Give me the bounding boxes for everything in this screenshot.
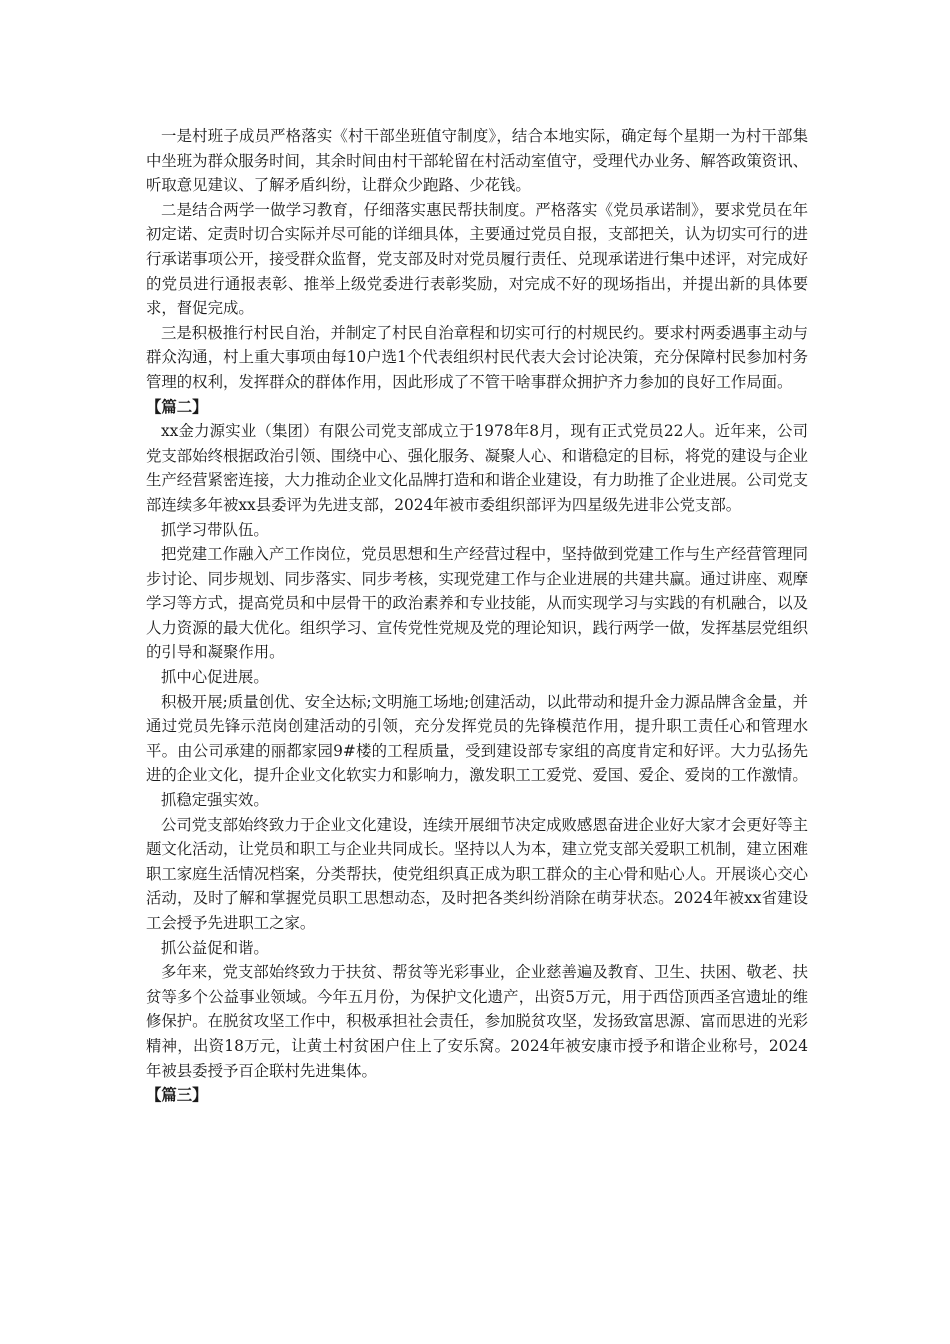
section-heading-2: 【篇二】 xyxy=(146,397,208,416)
paragraph-7: 公司党支部始终致力于企业文化建设，连续开展细节决定成败感恩奋进企业好大家才会更好等主题文化活动，让党员和职工与企业共同成长。坚持以人为本，建立党支部关爱职工机制，建立困难职工家庭生活情况档案，分类帮扶，使党组织真正成为职工群众的主心骨和贴心人。开展谈心交心活动，及时了解和掌握党员职工思想动态，及时把各类纠纷消除在萌芽状态。2024年被xx省建设工会授予先进职工之家。 xyxy=(146,815,808,932)
paragraph-6: 积极开展;质量创优、安全达标;文明施工场地;创建活动，以此带动和提升金力源品牌含金量，并通过党员先锋示范岗创建活动的引领，充分发挥党员的先锋模范作用，提升职工责任心和管理水平。由公司承建的丽都家园9#楼的工程质量，受到建设部专家组的高度肯定和好评。大力弘扬先进的企业文化，提升企业文化软实力和影响力，激发职工工爱党、爱国、爱企、爱岗的工作激情。 xyxy=(146,692,808,785)
paragraph-3: 三是积极推行村民自治，并制定了村民自治章程和切实可行的村规民约。要求村两委遇事主动与群众沟通，村上重大事项由每10户选1个代表组织村民代表大会讨论决策，充分保障村民参加村务管理的权利，发挥群众的群体作用，因此形成了不管干啥事群众拥护齐力参加的良好工作局面。 xyxy=(146,323,808,391)
paragraph-1: 一是村班子成员严格落实《村干部坐班值守制度》，结合本地实际，确定每个星期一为村干部集中坐班为群众服务时间，其余时间由村干部轮留在村活动室值守，受理代办业务、解答政策资讯、听取意见建议、了解矛盾纠纷，让群众少跑路、少花钱。 xyxy=(146,127,808,195)
subheading-study: 抓学习带队伍。 xyxy=(161,520,269,539)
subheading-center: 抓中心促进展。 xyxy=(161,668,269,687)
subheading-charity: 抓公益促和谐。 xyxy=(161,938,269,957)
subheading-stability: 抓稳定强实效。 xyxy=(161,791,269,810)
document-page xyxy=(146,124,808,1108)
paragraph-4: xx金力源实业（集团）有限公司党支部成立于1978年8月，现有正式党员22人。近年来，公司党支部始终根据政治引领、围绕中心、强化服务、凝聚人心、和谐稳定的目标，将党的建设与企业生产经营紧密连接，大力推动企业文化品牌打造和和谐企业建设，有力助推了企业进展。公司党支部连续多年被xx县委评为先进支部，2024年被市委组织部评为四星级先进非公党支部。 xyxy=(146,422,808,514)
paragraph-5: 把党建工作融入产工作岗位，党员思想和生产经营过程中，坚持做到党建工作与生产经营管理同步讨论、同步规划、同步落实、同步考核，实现党建工作与企业进展的共建共赢。通过讲座、观摩学习等方式，提高党员和中层骨干的政治素养和专业技能，从而实现学习与实践的有机融合，以及人力资源的最大优化。组织学习、宣传党性党规及党的理论知识，践行两学一做，发挥基层党组织的引导和凝聚作用。 xyxy=(146,545,808,662)
section-heading-3: 【篇三】 xyxy=(146,1086,208,1105)
paragraph-2: 二是结合两学一做学习教育，仔细落实惠民帮扶制度。严格落实《党员承诺制》，要求党员在年初定诺、定责时切合实际并尽可能的详细具体，主要通过党员自报，支部把关，认为切实可行的进行承诺事项公开，接受群众监督，党支部及时对党员履行责任、兑现承诺进行集中述评，对完成好的党员进行通报表彰、推举上级党委进行表彰奖励，对完成不好的现场指出，并提出新的具体要求，督促完成。 xyxy=(146,200,808,318)
paragraph-8: 多年来，党支部始终致力于扶贫、帮贫等光彩事业，企业慈善遍及教育、卫生、扶困、敬老、扶贫等多个公益事业领域。今年五月份，为保护文化遗产，出资5万元，用于西岱顶西圣宫遗址的维修保护。在脱贫攻坚工作中，积极承担社会责任，参加脱贫攻坚，发扬致富思源、富而思进的光彩精神，出资18万元，让黄土村贫困户住上了安乐窝。2024年被安康市授予和谐企业称号，2024年被县委授予百企联村先进集体。 xyxy=(146,963,808,1080)
